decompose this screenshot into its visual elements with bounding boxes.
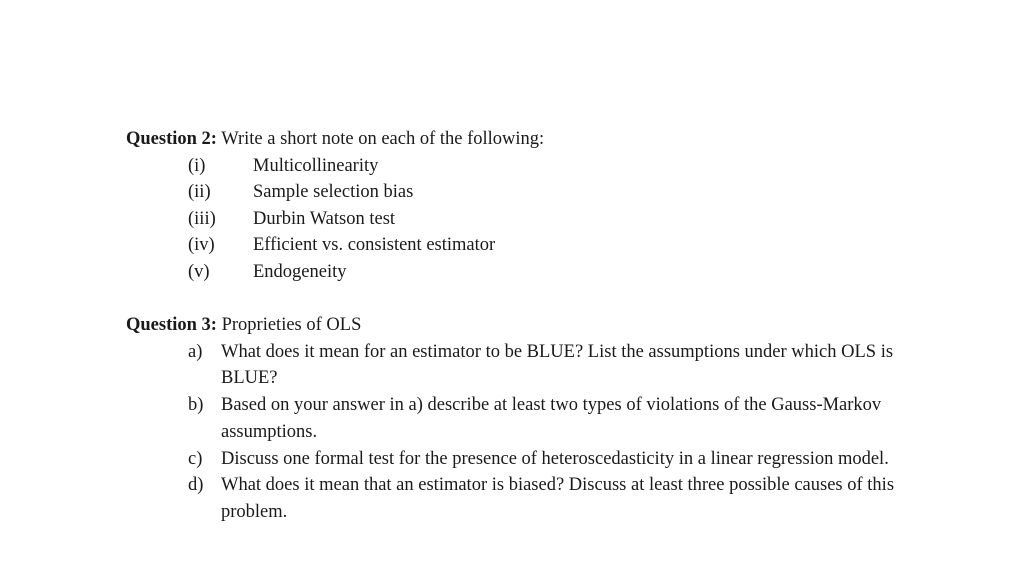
list-marker: c) xyxy=(188,448,203,469)
question-3-label: Question 3: xyxy=(126,315,217,335)
list-marker: (v) xyxy=(188,261,210,282)
list-item xyxy=(126,153,916,180)
question-2-label: Question 2: xyxy=(126,129,217,149)
list-marker: (ii) xyxy=(188,182,211,202)
question-3 xyxy=(126,312,916,526)
list-marker: d) xyxy=(188,475,204,496)
question-2-list xyxy=(126,153,916,286)
list-item-text: Sample selection bias xyxy=(253,182,414,202)
list-item xyxy=(126,179,916,206)
question-2 xyxy=(126,126,916,285)
list-item-text: What does it mean that an estimator is biased? Discuss at least three possible causes of this problem. xyxy=(221,475,895,523)
list-marker: a) xyxy=(188,341,203,362)
list-item xyxy=(126,392,911,446)
list-item-text: What does it mean for an estimator to be BLUE? List the assumptions under which OLS is BLUE? xyxy=(221,341,894,389)
list-item-text: Durbin Watson test xyxy=(253,208,396,229)
list-item xyxy=(126,232,916,259)
question-2-prompt: Write a short note on each of the following: xyxy=(216,129,545,149)
list-item xyxy=(126,206,916,233)
list-marker: (iv) xyxy=(188,235,215,255)
list-item-text: Multicollinearity xyxy=(253,155,379,176)
list-marker: b) xyxy=(188,395,204,416)
list-item xyxy=(126,472,911,526)
list-item xyxy=(126,259,916,286)
question-2-heading xyxy=(126,126,916,153)
list-item xyxy=(126,339,911,393)
list-item-text: Discuss one formal test for the presence of heteroscedasticity in a linear regression model. xyxy=(221,448,889,469)
question-3-heading xyxy=(126,312,916,339)
list-item-text: Endogeneity xyxy=(253,261,347,282)
list-item-text: Efficient vs. consistent estimator xyxy=(253,235,496,255)
list-item xyxy=(126,446,911,473)
question-3-list xyxy=(126,339,916,527)
document-page xyxy=(126,126,916,526)
list-item-text: Based on your answer in a) describe at least two types of violations of the Gauss-Markov assumptions. xyxy=(221,395,882,442)
list-marker: (iii) xyxy=(188,208,216,229)
question-3-prompt: Proprieties of OLS xyxy=(216,315,362,335)
list-marker: (i) xyxy=(188,155,206,176)
